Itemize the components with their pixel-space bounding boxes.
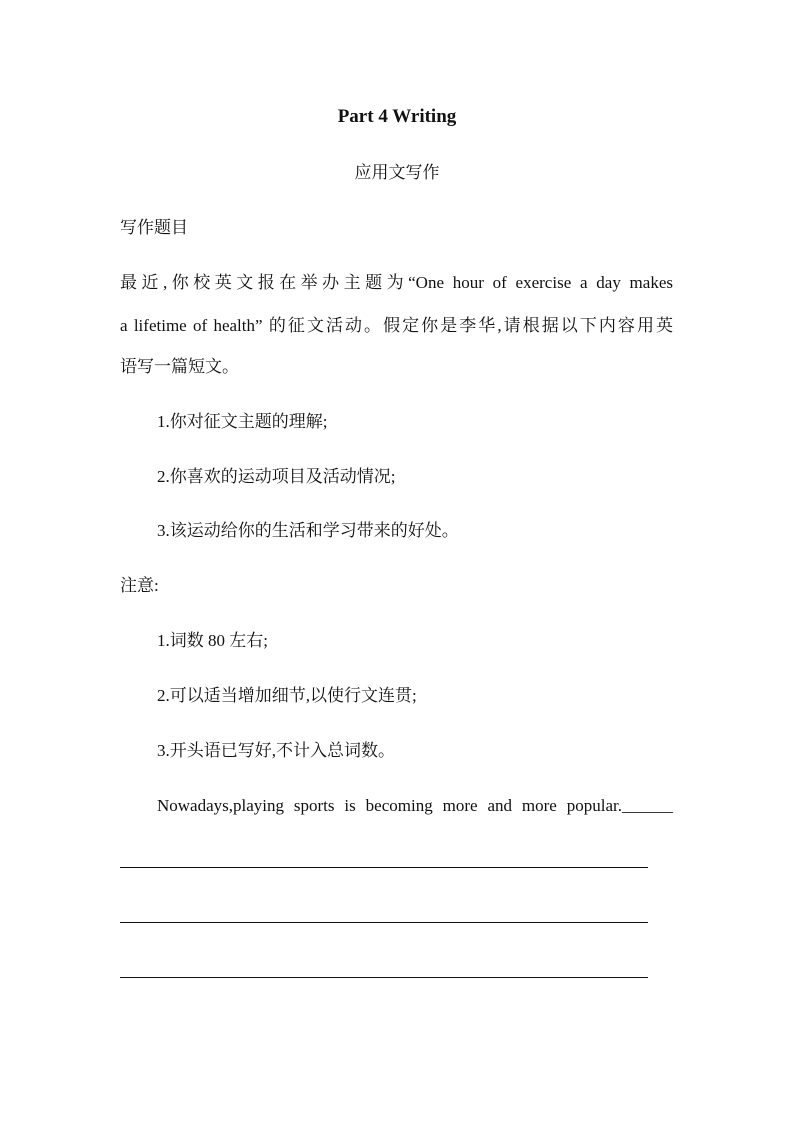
section-subtitle: 应用文写作 [354,163,440,182]
answer-line-1[interactable] [120,867,648,868]
part-title: Part 4 Writing [337,106,457,127]
note-item-2: 2.可以适当增加细节,以使行文连贯; [157,686,417,705]
task-prompt-line-1: 最近,你校英文报在举办主题为“One hour of exercise a day makes [120,273,673,292]
task-point-3: 3.该运动给你的生活和学习带来的好处。 [157,521,459,540]
notes-label: 注意: [120,576,159,595]
opening-sentence: Nowadays,playing sports is becoming more and more popular.______ [157,796,673,815]
answer-line-3[interactable] [120,977,648,978]
task-point-2: 2.你喜欢的运动项目及活动情况; [157,467,396,486]
task-prompt-line-3: 语写一篇短文。 [120,357,239,376]
answer-line-2[interactable] [120,922,648,923]
note-item-3: 3.开头语已写好,不计入总词数。 [157,741,395,760]
task-label: 写作题目 [120,218,188,237]
task-point-1: 1.你对征文主题的理解; [157,412,328,431]
task-prompt-line-2: a lifetime of health” 的征文活动。假定你是李华,请根据以下内容用英 [120,316,673,335]
note-item-1: 1.词数 80 左右; [157,631,268,650]
